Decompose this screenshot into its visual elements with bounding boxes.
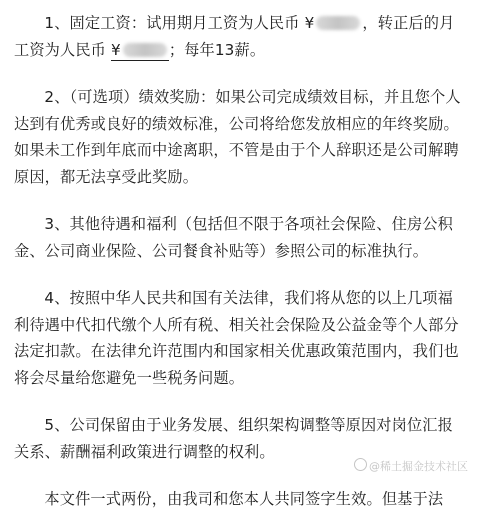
yen-sign: ¥ xyxy=(111,40,121,59)
redacted-regular-salary xyxy=(123,43,167,57)
redacted-regular-salary-field xyxy=(111,41,169,61)
paragraph-benefits: 3、其他待遇和福利（包括但不限于各项社会保险、住房公积金、公司商业保险、公司餐食补贴等）参照公司的标准执行。 xyxy=(14,215,453,260)
paragraph-tax-withholding: 4、按照中华人民共和国有关法律，我们将从您的以上几项福利待遇中代扣代缴个人所有税、相关社会保险及公益金等个人部分法定扣款。在法律允许范围内和国家相关优惠政策范围内，我们也将会尽量给您避免一些税务问题。 xyxy=(14,289,459,387)
fixed-salary-text-end: ；每年13薪。 xyxy=(168,40,266,59)
fixed-salary-text-middle: ，转正后的月工资为人民币 xyxy=(14,14,455,59)
paragraph-performance-bonus: 2、（可选项）绩效奖励：如果公司完成绩效目标，并且您个人达到有优秀或良好的绩效标准，公司将给您发放相应的年终奖励。如果未工作到年底而中途离职，不管是由于个人辞职还是公司解聘原因，都无法享受此奖励。 xyxy=(14,88,461,186)
paragraph-signature-effect: 本文件一式两份，由我司和您本人共同签字生效。但基于法 xyxy=(44,490,444,508)
fixed-salary-text-start: 1、固定工资：试用期月工资为人民币 ¥ xyxy=(44,14,315,32)
paragraph-fixed-salary xyxy=(14,10,466,63)
redacted-probation-salary xyxy=(316,16,360,30)
paragraph-policy-adjustment: 5、公司保留由于业务发展、组织架构调整等原因对岗位汇报关系、薪酬福利政策进行调整的权利。 xyxy=(14,416,453,461)
watermark-text: @稀土掘金技术社区 xyxy=(369,460,468,473)
